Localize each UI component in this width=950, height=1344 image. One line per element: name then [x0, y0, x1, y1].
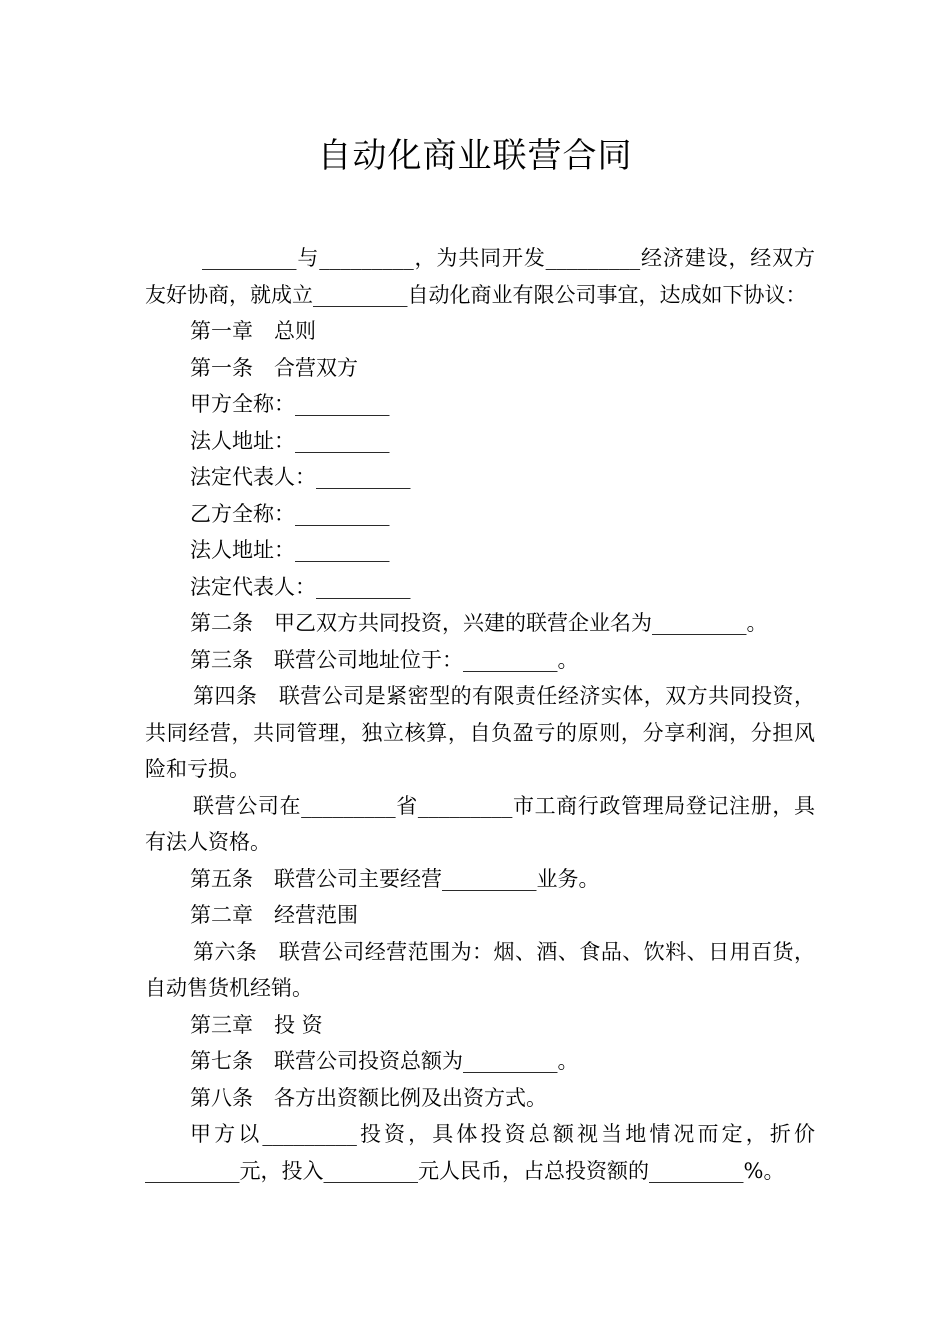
party-a-investment: 甲方以_________投资，具体投资总额视当地情况而定，折价_________元，投入_________元人民币，占总投资额的_________%。: [145, 1122, 815, 1183]
document-title: 自动化商业联营合同: [317, 136, 633, 176]
registration-paragraph: 联营公司在_________省_________市工商行政管理局登记注册，具有法人资格。: [145, 793, 815, 854]
party-b-name: 乙方全称：_________: [190, 501, 390, 526]
chapter-1-heading: 第一章 总则: [190, 319, 316, 343]
article-4: 第四条 联营公司是紧密型的有限责任经济实体，双方共同投资，共同经营，共同管理，独立核算，自负盈亏的原则，分享利润，分担风险和亏损。: [145, 684, 815, 781]
chapter-2-heading: 第二章 经营范围: [190, 903, 358, 927]
party-a-name: 甲方全称：_________: [190, 392, 390, 416]
party-b-representative: 法定代表人：_________: [190, 574, 411, 599]
article-6: 第六条 联营公司经营范围为：烟、酒、食品、饮料、日用百货，自动售货机经销。: [145, 939, 815, 1000]
chapter-3-heading: 第三章 投 资: [190, 1012, 323, 1037]
article-5: 第五条 联营公司主要经营_________业务。: [190, 866, 600, 891]
party-a-representative: 法定代表人：_________: [190, 465, 411, 489]
article-3: 第三条 联营公司地址位于：_________。: [190, 647, 579, 672]
intro-paragraph: _________与_________，为共同开发_________经济建设，经双方友好协商，就成立_________自动化商业有限公司事宜，达成如下协议：: [145, 246, 815, 307]
article-1: 第一条 合营双方: [190, 355, 358, 380]
party-b-address: 法人地址：_________: [190, 538, 390, 562]
article-8: 第八条 各方出资额比例及出资方式。: [190, 1085, 547, 1110]
article-2: 第二条 甲乙双方共同投资，兴建的联营企业名为_________。: [190, 611, 768, 635]
document-body: [145, 240, 815, 1189]
party-a-address: 法人地址：_________: [190, 428, 390, 453]
article-7: 第七条 联营公司投资总额为_________。: [190, 1049, 579, 1073]
